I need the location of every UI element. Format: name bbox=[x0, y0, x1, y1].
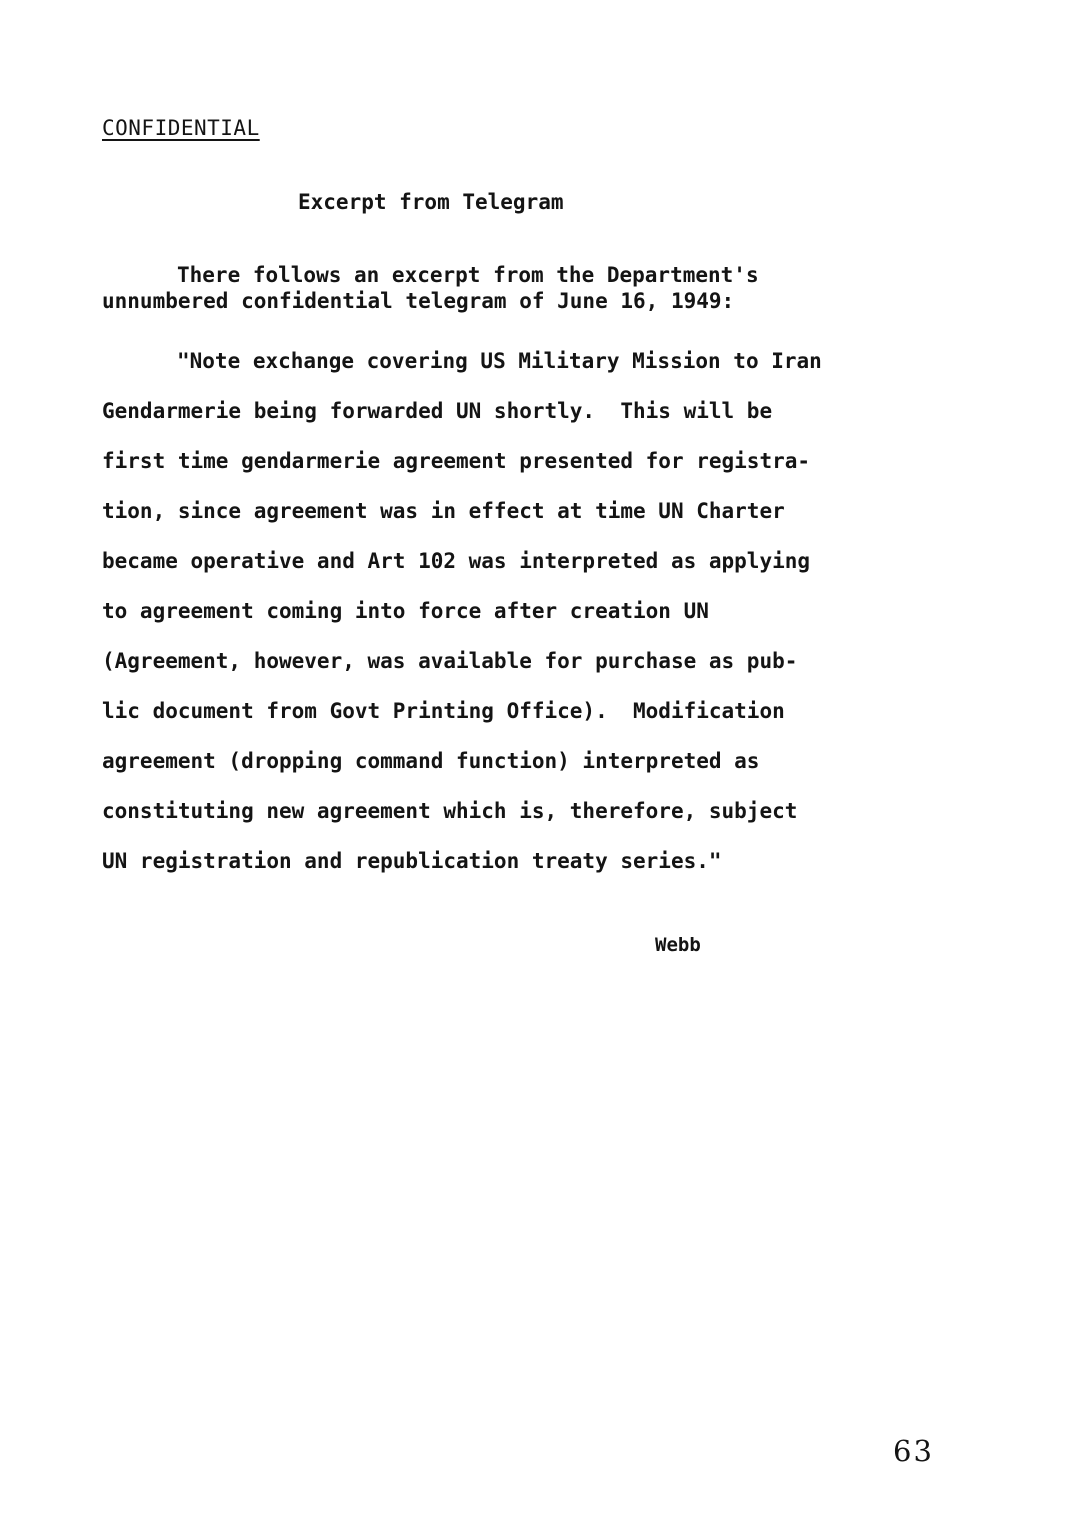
classification-marking: CONFIDENTIAL bbox=[102, 116, 260, 140]
quote-line: to agreement coming into force after creation UN bbox=[102, 599, 709, 623]
signature: Webb bbox=[655, 934, 701, 956]
intro-paragraph bbox=[102, 262, 942, 314]
quote-line: Gendarmerie being forwarded UN shortly. This will be bbox=[102, 399, 773, 423]
quote-line: first time gendarmerie agreement presented for registra- bbox=[102, 449, 811, 473]
quote-line: (Agreement, however, was available for purchase as pub- bbox=[102, 649, 798, 673]
intro-line: There follows an excerpt from the Department's bbox=[177, 263, 759, 287]
telegram-quote bbox=[102, 336, 962, 886]
document-heading: Excerpt from Telegram bbox=[298, 190, 564, 214]
quote-line: became operative and Art 102 was interpreted as applying bbox=[102, 549, 811, 573]
quote-line: "Note exchange covering US Military Mission to Iran bbox=[177, 349, 822, 373]
page-number: 63 bbox=[893, 1434, 934, 1468]
quote-line: lic document from Govt Printing Office). Modification bbox=[102, 699, 785, 723]
quote-line: tion, since agreement was in effect at time UN Charter bbox=[102, 499, 785, 523]
quote-line: UN registration and republication treaty series." bbox=[102, 849, 722, 873]
intro-line: unnumbered confidential telegram of June 16, 1949: bbox=[102, 289, 735, 313]
quote-line: constituting new agreement which is, therefore, subject bbox=[102, 799, 798, 823]
quote-line: agreement (dropping command function) interpreted as bbox=[102, 749, 760, 773]
